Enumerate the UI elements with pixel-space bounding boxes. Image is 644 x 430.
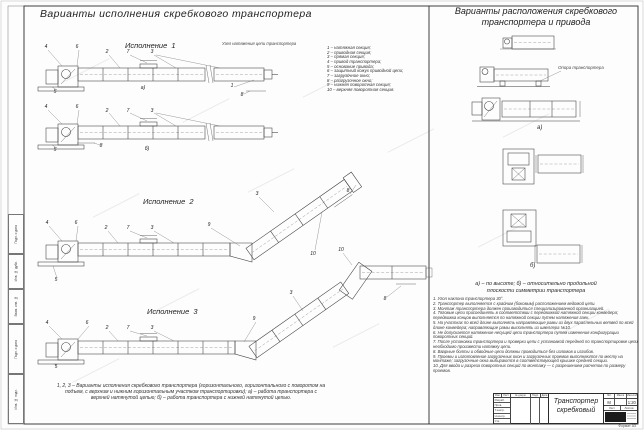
technical-note: 3. Монтаж транспортера должен производиться специализированной организацией. <box>433 305 605 311</box>
document-title-line2: скребковый <box>556 406 596 414</box>
title-block <box>493 393 638 424</box>
mass-value <box>615 399 626 405</box>
left-panel-title: Варианты исполнения скребкового транспортера <box>40 8 312 20</box>
execution-1-label: Исполнение 1 <box>125 41 176 50</box>
callout-2: 2 <box>105 108 109 114</box>
title-block-header-cell: Лист <box>502 394 511 397</box>
callout-3: 3 <box>255 191 259 197</box>
callout-3: 3 <box>150 108 154 114</box>
frame-cell-label: Инв. № подл. <box>14 388 18 410</box>
callout-4: 4 <box>44 44 48 50</box>
document-title <box>549 394 604 423</box>
title-block-body <box>494 398 548 424</box>
callout-1: 1 <box>230 83 234 89</box>
callout-8: 8 <box>383 296 387 302</box>
vendor-logo <box>605 412 626 422</box>
placement-caption <box>436 281 636 295</box>
execution-2-drawing <box>38 172 362 278</box>
legend-item: 3 – прямая секция; <box>327 54 365 60</box>
legend-item: 9 – нижняя поворотная секция; <box>327 82 391 88</box>
legend-item: 6 – защитный кожух приводной цепи; <box>327 68 404 74</box>
legend-item: 8 – разгрузочное окно; <box>327 77 373 83</box>
bottom-note: 1, 2, 3 – Варианты исполнения скребкового транспортера (горизонтального, горизонтального с поворотом на подъем, с верхним и нижним горизонтальным участком транспортировки); а) – работа транспортера с верхней натянутой цепью; б) – работа транспортера с нижней натянутой цепью. <box>56 383 326 402</box>
technical-note: 6. Не допускается натяжение несущей цепи транспортера путем изменения конфигурации поворотных секций. <box>433 329 619 340</box>
title-block-row-label: Т.контр. <box>494 408 510 413</box>
technical-notes <box>433 297 638 374</box>
placement-variant-a-drawings <box>472 36 580 121</box>
callout-3: 3 <box>150 325 154 331</box>
callout-2: 2 <box>105 325 109 331</box>
legend-item: 4 – привод транспортера; <box>327 58 382 64</box>
execution-1b-drawing <box>38 110 278 149</box>
callout-4: 4 <box>45 320 49 326</box>
title-block-col-sign <box>531 398 540 424</box>
format-label: Формат А3 <box>618 424 636 428</box>
callout-6: 6 <box>74 220 78 226</box>
mass-header: Масса <box>615 394 626 398</box>
scale-header: Масштаб <box>626 394 637 397</box>
legend-item: 5 – основание привода; <box>327 63 374 69</box>
callout-10: 10 <box>338 247 344 253</box>
variant-b-label: б) <box>530 263 536 269</box>
title-block-row-label: Н.контр. <box>494 414 510 419</box>
legend-item: 7 – загрузочное окно; <box>327 72 371 78</box>
title-block-header-cell: Подп. <box>531 394 541 397</box>
title-block-right <box>604 394 637 423</box>
technical-note: 7. После установки транспортера и проверки цепи с установкой передней по транспортировке цепи необходимо произвести натяжку цепи. <box>433 339 638 349</box>
callout-7: 7 <box>126 49 130 55</box>
callout-7: 7 <box>126 108 130 114</box>
callout-7: 7 <box>126 325 130 331</box>
callout-3: 3 <box>150 225 154 231</box>
callout-5: 5 <box>54 277 58 283</box>
execution-3-drawing <box>38 253 432 365</box>
callout-2: 2 <box>104 225 108 231</box>
placement-caption-line1: а) – по высоте; б) – относительно продольной <box>475 281 597 287</box>
callout-4: 4 <box>45 220 49 226</box>
title-block-row-label: Разраб. <box>494 398 510 403</box>
title-block-header-cell: Изм. <box>494 394 501 397</box>
title-block-right-values <box>604 399 637 406</box>
frame-cell-podp-data-1 <box>8 214 24 254</box>
document-title-line1: Транспортер <box>553 398 599 405</box>
legend-item: 10 – верхняя поворотная секция. <box>327 86 395 92</box>
title-block-col-date <box>540 398 548 424</box>
frame-cell-podp-data-2 <box>8 324 24 374</box>
legend-item: 2 – приводная секция; <box>327 49 372 55</box>
title-block-header-cell: Дата <box>541 394 548 397</box>
callout-6: 6 <box>75 44 79 50</box>
scale-value: 1:20 <box>627 399 636 405</box>
frame-cell-inv-dubl <box>8 254 24 289</box>
frame-cell-label: Инв. № дубл. <box>14 261 18 282</box>
frame-cell-label: Подп. и дата <box>14 339 18 359</box>
vendor-text <box>627 413 636 421</box>
frame-cell-vzam-inv <box>8 289 24 324</box>
technical-note: 5. На участках по всей длине выполнять направляющие рамы из двух параллельных ветвей по всей длине конвейера; направляющие рамы выполнять из швеллера №10. <box>433 319 634 330</box>
execution-3-label: Исполнение 3 <box>147 307 198 316</box>
sheets-label: Листов <box>624 405 634 410</box>
callout-9: 9 <box>252 316 256 322</box>
callout-8: 8 <box>99 143 103 149</box>
callout-3: 3 <box>289 290 293 296</box>
lit-header: Лит. <box>604 394 615 398</box>
callout-2: 2 <box>105 49 109 55</box>
frame-cell-label: Подп. и дата <box>14 224 18 244</box>
callout-а): а) <box>140 85 146 91</box>
execution-1a-drawing <box>38 50 278 94</box>
callout-8: 8 <box>240 92 244 98</box>
title-block-row-labels <box>494 398 511 424</box>
callout-4: 4 <box>44 104 48 110</box>
title-block-header-cell: № докум. <box>511 394 531 397</box>
placement-caption-line2: плоскости симметрии транспортера <box>486 288 586 294</box>
right-panel-title-line1: Варианты расположения скребкового <box>454 6 618 16</box>
title-block-col-name <box>511 398 531 424</box>
title-block-row-label: Пров. <box>494 403 510 408</box>
lit-value: М <box>604 399 615 405</box>
technical-note: 2. Транспортер выполняется с крайним (боковым) расположением ведомой цепи. <box>433 300 596 306</box>
sheet-label: Лист <box>604 406 621 411</box>
logo-row <box>604 411 637 423</box>
title-block-row-label: Утв. <box>494 419 510 424</box>
legend-item: 1 – натяжная секция; <box>327 45 371 50</box>
support-label: Опора транспортера <box>558 65 604 70</box>
right-panel-title <box>436 6 636 28</box>
placement-variant-b-drawings <box>503 149 583 263</box>
callout-5: 5 <box>53 89 57 95</box>
callout-9: 9 <box>207 222 211 228</box>
technical-note: 8. Вварные болты и обводные цепи должны проводиться без изломов и изгибов. <box>433 348 594 354</box>
technical-note: 10. Для ввода и разреза поворотных секций по монтажу — с разрешением расчетов по размеру проемов. <box>433 363 626 373</box>
callout-7: 7 <box>126 225 130 231</box>
callout-8: 8 <box>346 188 350 194</box>
technical-note: 1. Угол наклона транспортера 30°. <box>433 296 504 301</box>
frame-cell-label: Взам. инв. № <box>14 296 18 317</box>
technical-note: 9. Проемы и изготовление загрузочных окон и загрузочных проемов выполняются по месту на монтаже; загрузочные окна выбираются в соответствующей крышке средней секции. <box>433 353 623 364</box>
callout-10: 10 <box>310 251 316 257</box>
right-panel-title-line2: транспортера и привода <box>481 17 591 27</box>
callout-б): б) <box>144 146 150 152</box>
tension-unit-label: Узел натяжения цепи транспортера <box>222 41 297 46</box>
callout-3: 3 <box>150 49 154 55</box>
title-block-signature-table <box>494 394 549 423</box>
callout-6: 6 <box>85 320 89 326</box>
legend <box>327 46 433 93</box>
callout-5: 5 <box>54 364 58 370</box>
callout-5: 5 <box>53 147 57 153</box>
frame-cell-inv-podl <box>8 374 24 424</box>
variant-a-label: а) <box>537 125 543 131</box>
callout-6: 6 <box>75 104 79 110</box>
technical-note: 4. Тяговые цепи присоединять в соответствии с передвижкой натяжной секции конвейера; передвижка концов выполняется по натяжной секции путем натяжения гаек. <box>433 310 619 321</box>
execution-2-label: Исполнение 2 <box>143 197 194 206</box>
